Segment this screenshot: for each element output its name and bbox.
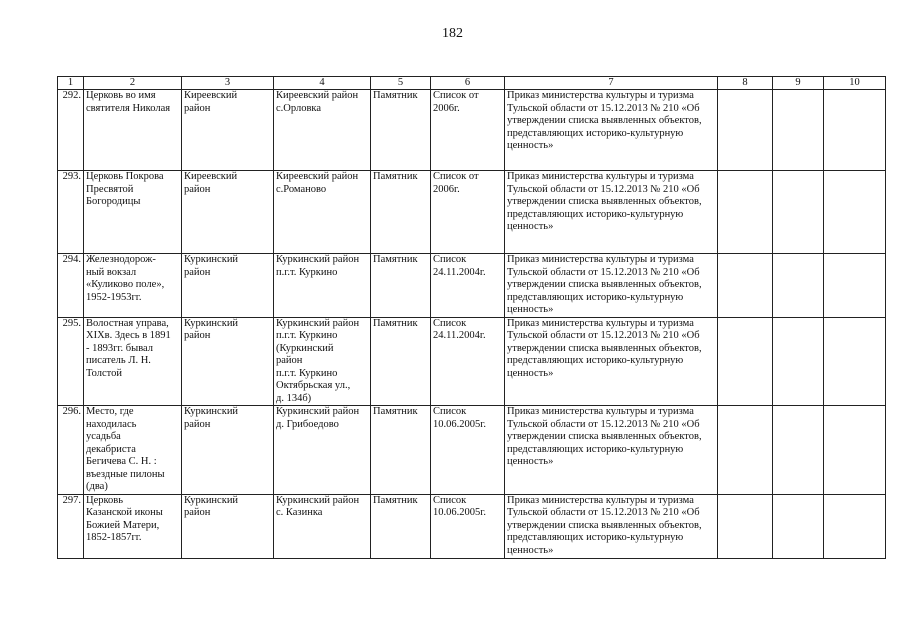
object-district: Куркинский район xyxy=(182,317,274,406)
empty-cell-10 xyxy=(824,254,886,318)
row-number: 293. xyxy=(58,171,84,254)
object-list-date: Список 24.11.2004г. xyxy=(431,254,505,318)
empty-cell-9 xyxy=(773,494,824,558)
row-number: 296. xyxy=(58,406,84,495)
empty-cell-10 xyxy=(824,494,886,558)
table-row xyxy=(58,406,886,495)
column-header: 4 xyxy=(274,77,371,90)
object-location: Киреевский район с.Романово xyxy=(274,171,371,254)
object-district: Киреевский район xyxy=(182,90,274,171)
object-order: Приказ министерства культуры и туризма Тульской области от 15.12.2013 № 210 «Об утверждении списка выявленных объектов, представляющих историко-культурную ценность» xyxy=(505,494,718,558)
empty-cell-8 xyxy=(718,171,773,254)
table-row xyxy=(58,494,886,558)
empty-cell-10 xyxy=(824,406,886,495)
object-list-date: Список 10.06.2005г. xyxy=(431,406,505,495)
column-header: 6 xyxy=(431,77,505,90)
table-row xyxy=(58,317,886,406)
object-type: Памятник xyxy=(371,171,431,254)
empty-cell-8 xyxy=(718,494,773,558)
column-header: 9 xyxy=(773,77,824,90)
empty-cell-9 xyxy=(773,171,824,254)
empty-cell-9 xyxy=(773,90,824,171)
object-name: Церковь во имя святителя Николая xyxy=(84,90,182,171)
column-header: 5 xyxy=(371,77,431,90)
object-district: Куркинский район xyxy=(182,254,274,318)
object-order: Приказ министерства культуры и туризма Тульской области от 15.12.2013 № 210 «Об утверждении списка выявленных объектов, представляющих историко-культурную ценность» xyxy=(505,317,718,406)
empty-cell-8 xyxy=(718,254,773,318)
object-type: Памятник xyxy=(371,254,431,318)
object-list-date: Список 24.11.2004г. xyxy=(431,317,505,406)
object-location: Куркинский район д. Грибоедово xyxy=(274,406,371,495)
object-list-date: Список от 2006г. xyxy=(431,90,505,171)
row-number: 297. xyxy=(58,494,84,558)
object-order: Приказ министерства культуры и туризма Тульской области от 15.12.2013 № 210 «Об утверждении списка выявленных объектов, представляющих историко-культурную ценность» xyxy=(505,406,718,495)
empty-cell-8 xyxy=(718,406,773,495)
empty-cell-10 xyxy=(824,90,886,171)
row-number: 292. xyxy=(58,90,84,171)
object-name: Волостная управа, XIXв. Здесь в 1891 - 1893гг. бывал писатель Л. Н. Толстой xyxy=(84,317,182,406)
object-name: Церковь Казанской иконы Божией Матери, 1852-1857гг. xyxy=(84,494,182,558)
heritage-objects-table xyxy=(57,76,886,559)
object-type: Памятник xyxy=(371,317,431,406)
column-header: 7 xyxy=(505,77,718,90)
object-order: Приказ министерства культуры и туризма Тульской области от 15.12.2013 № 210 «Об утверждении списка выявленных объектов, представляющих историко-культурную ценность» xyxy=(505,171,718,254)
column-header: 10 xyxy=(824,77,886,90)
row-number: 294. xyxy=(58,254,84,318)
page-number: 182 xyxy=(442,26,463,41)
column-header: 3 xyxy=(182,77,274,90)
object-order: Приказ министерства культуры и туризма Тульской области от 15.12.2013 № 210 «Об утверждении списка выявленных объектов, представляющих историко-культурную ценность» xyxy=(505,90,718,171)
object-district: Куркинский район xyxy=(182,406,274,495)
object-list-date: Список 10.06.2005г. xyxy=(431,494,505,558)
object-name: Место, где находилась усадьба декабриста Бегичева С. Н. : въездные пилоны (два) xyxy=(84,406,182,495)
empty-cell-8 xyxy=(718,317,773,406)
column-number-header-row xyxy=(58,77,886,90)
table-row xyxy=(58,254,886,318)
object-district: Киреевский район xyxy=(182,171,274,254)
empty-cell-10 xyxy=(824,317,886,406)
object-type: Памятник xyxy=(371,494,431,558)
object-location: Киреевский район с.Орловка xyxy=(274,90,371,171)
object-type: Памятник xyxy=(371,406,431,495)
object-name: Железнодорож- ный вокзал «Куликово поле», 1952-1953гг. xyxy=(84,254,182,318)
empty-cell-10 xyxy=(824,171,886,254)
empty-cell-8 xyxy=(718,90,773,171)
object-list-date: Список от 2006г. xyxy=(431,171,505,254)
object-type: Памятник xyxy=(371,90,431,171)
object-district: Куркинский район xyxy=(182,494,274,558)
object-location: Куркинский район с. Казинка xyxy=(274,494,371,558)
object-location: Куркинский район п.г.т. Куркино (Куркинский район п.г.т. Куркино Октябрьская ул., д. 134б) xyxy=(274,317,371,406)
table-row xyxy=(58,90,886,171)
object-name: Церковь Покрова Пресвятой Богородицы xyxy=(84,171,182,254)
column-header: 2 xyxy=(84,77,182,90)
empty-cell-9 xyxy=(773,317,824,406)
table-row xyxy=(58,171,886,254)
object-location: Куркинский район п.г.т. Куркино xyxy=(274,254,371,318)
empty-cell-9 xyxy=(773,254,824,318)
column-header: 8 xyxy=(718,77,773,90)
object-order: Приказ министерства культуры и туризма Тульской области от 15.12.2013 № 210 «Об утверждении списка выявленных объектов, представляющих историко-культурную ценность» xyxy=(505,254,718,318)
row-number: 295. xyxy=(58,317,84,406)
column-header: 1 xyxy=(58,77,84,90)
empty-cell-9 xyxy=(773,406,824,495)
